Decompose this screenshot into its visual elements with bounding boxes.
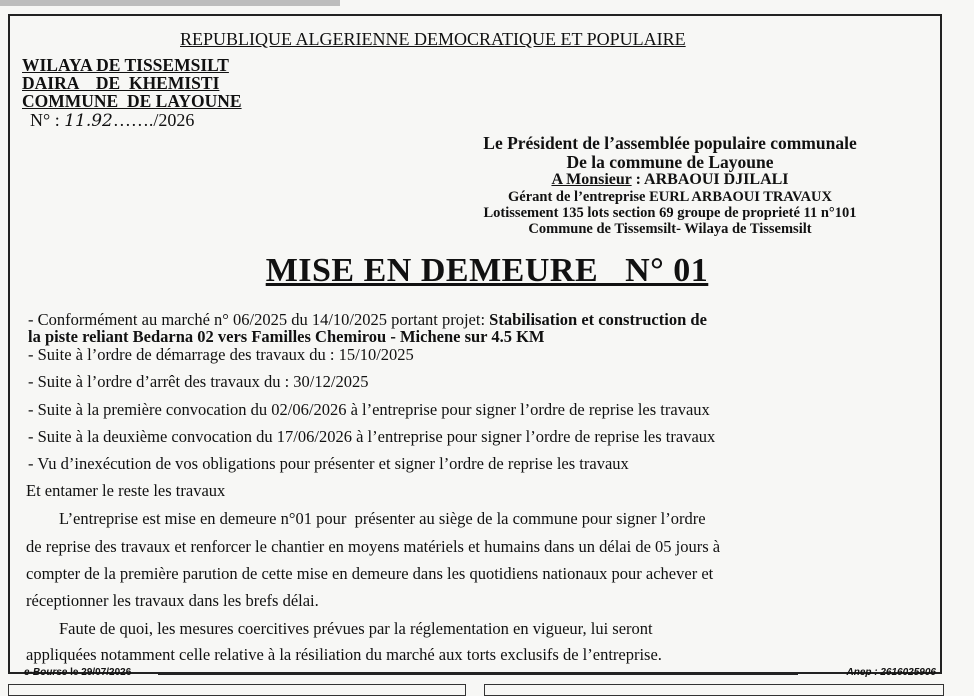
recipient-city: Commune de Tissemsilt- Wilaya de Tissemsilt — [528, 221, 812, 237]
body-item-market-project: Stabilisation et construction de — [489, 310, 707, 329]
paragraph-penalty-line2: appliquées notamment celle relative à la résiliation du marché aux torts exclusifs de l’entreprise. — [26, 645, 662, 664]
reference-handwritten: 11.92 — [64, 111, 113, 131]
body-item-second-convocation: - Suite à la deuxième convocation du 17/06/2026 à l’entreprise pour signer l’ordre de reprise les travaux — [28, 427, 716, 446]
footer-source-name: e-Bourse — [24, 667, 68, 678]
body-item-stop-order: - Suite à l’ordre d’arrêt des travaux du : 30/12/2025 — [28, 372, 369, 391]
recipient-company: Gérant de l’entreprise EURL ARBAOUI TRAVAUX — [508, 189, 832, 205]
next-notice-box-right — [484, 684, 944, 696]
recipient-name-line — [380, 171, 960, 189]
paragraph-notice-line1: L’entreprise est mise en demeure n°01 pour présenter au siège de la commune pour signer l’ordre — [26, 509, 706, 528]
paragraph-notice-line3: compter de la première parution de cette mise en demeure dans les quotidiens nationaux pour achever et — [26, 564, 714, 583]
recipient-address: Lotissement 135 lots section 69 groupe de proprieté 11 n°101 — [483, 205, 857, 221]
daira-line: DAIRA DE KHEMISTI — [22, 73, 220, 93]
body-item-nonexecution: - Vu d’inexécution de vos obligations pour présenter et signer l’ordre de reprise les travaux — [28, 454, 629, 473]
recipient-president: Le Président de l’assemblée populaire communale — [483, 133, 857, 153]
body-item-market-project-cont: la piste reliant Bedarna 02 vers Familles Chemirou - Michene sur 4.5 KM — [28, 327, 545, 346]
republic-heading: REPUBLIQUE ALGERIENNE DEMOCRATIQUE ET POPULAIRE — [180, 29, 686, 49]
commune-line: COMMUNE DE LAYOUNE — [22, 91, 242, 111]
body-item-start-order: - Suite à l’ordre de démarrage des travaux du : 15/10/2025 — [28, 345, 414, 364]
body-item-market-text: - Conformément au marché n° 06/2025 du 14/10/2025 portant projet: — [28, 310, 490, 329]
recipient-to-label: A Monsieur — [551, 171, 632, 188]
paragraph-notice-line4: réceptionner les travaux dans les brefs délai. — [26, 591, 319, 610]
body-item-first-convocation: - Suite à la première convocation du 02/06/2026 à l’entreprise pour signer l’ordre de reprise les travaux — [28, 400, 710, 419]
paragraph-notice-line2: de reprise des travaux et renforcer le chantier en moyens matériels et humains dans un délai de 05 jours à — [26, 537, 721, 556]
recipient-commune: De la commune de Layoune — [566, 152, 774, 172]
scan-edge — [0, 0, 340, 6]
recipient-name: : ARBAOUI DJILALI — [631, 171, 789, 188]
footer-anep: Anep : 2616025906 — [846, 667, 936, 678]
paragraph-penalty-line1: Faute de quoi, les mesures coercitives prévues par la réglementation en vigueur, lui seront — [26, 619, 653, 638]
reference-suffix: ……./2026 — [112, 110, 195, 130]
wilaya-line: WILAYA DE TISSEMSILT — [22, 55, 229, 75]
reference-number — [30, 110, 194, 131]
footer-source — [24, 667, 131, 678]
footer-source-date: le 29/07/2026 — [67, 667, 132, 678]
reference-prefix: N° : — [30, 110, 65, 130]
body-item-continue: Et entamer le reste les travaux — [26, 481, 226, 500]
footer-rule — [158, 674, 798, 675]
document-title: MISE EN DEMEURE N° 01 — [265, 252, 709, 289]
next-notice-box-left — [8, 684, 466, 696]
